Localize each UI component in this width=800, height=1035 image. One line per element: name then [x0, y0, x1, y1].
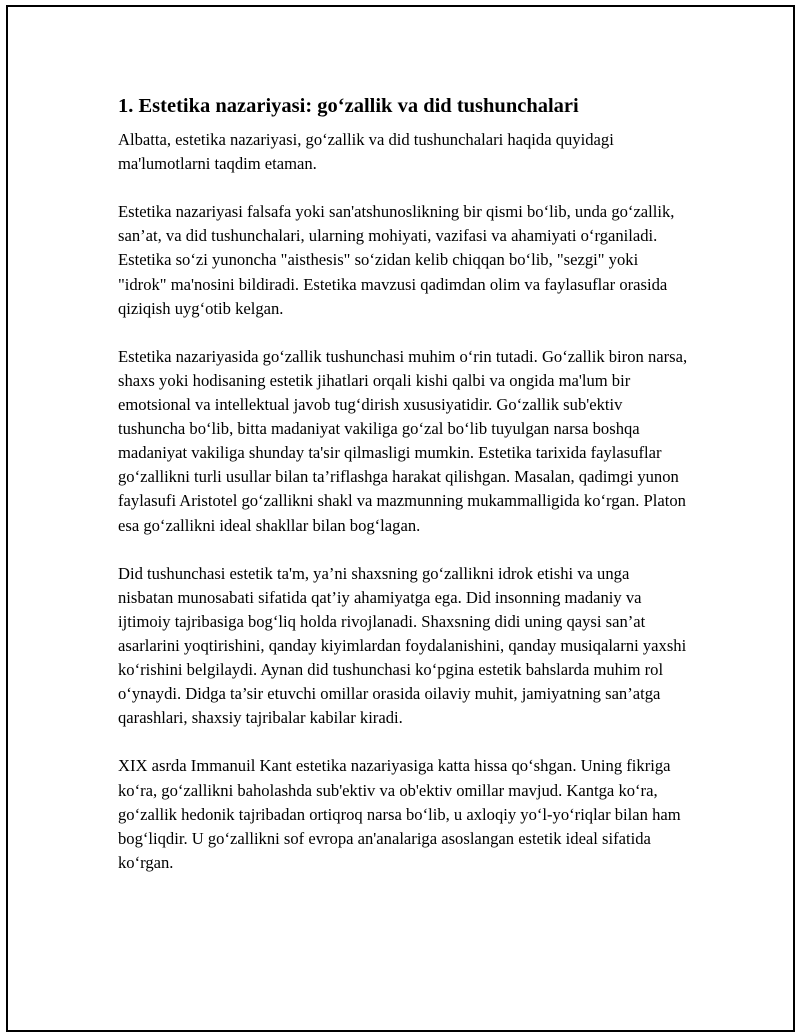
paragraph-beauty: Estetika nazariyasida go‘zallik tushunchasi muhim o‘rin tutadi. Go‘zallik biron narsa, shaxs yoki hodisaning estetik jihatlari orqali kishi qalbi va ongida ma'lum bir emotsional va intellektual javob tug‘dirish xususiyatidir. Go‘zallik sub'ektiv tushuncha bo‘lib, bitta madaniyat vakiliga go‘zal bo‘lib tuyulgan narsa boshqa madaniyat vakiliga shunday ta'sir qilmasligi mumkin. Estetika tarixida faylasuflar go‘zallikni turli usullar bilan ta’riflashga harakat qilishgan. Masalan, qadimgi yunon faylasufi Aristotel go‘zallikni shakl va mazmunning mukammalligida ko‘rgan. Platon esa go‘zallikni ideal shakllar bilan bog‘lagan. — [118, 346, 688, 535]
section-heading: 1. Estetika nazariyasi: go‘zallik va did tushunchalari — [118, 95, 579, 117]
paragraph-taste: Did tushunchasi estetik ta'm, ya’ni shaxsning go‘zallikni idrok etishi va unga nisbatan munosabati sifatida qat’iy ahamiyatga ega. Did insonning madaniy va ijtimoiy tajribasiga bog‘liq holda rivojlanadi. Shaxsning didi uning qaysi san’at asarlarini yoqtirishini, qanday kiyimlardan foydalanishini, qanday musiqalarni yaxshi ko‘rishini belgilaydi. Aynan did tushunchasi ko‘pgina estetik bahslarda muhim rol o‘ynaydi. Didga ta’sir etuvchi omillar orasida oilaviy muhit, jamiyatning san’atga qarashlari, shaxsiy tajribalar kabilar kiradi. — [118, 563, 687, 728]
document-body — [118, 94, 688, 899]
paragraph-intro: Albatta, estetika nazariyasi, go‘zallik va did tushunchalari haqida quyidagi ma'lumotlarni taqdim etaman. — [118, 130, 614, 174]
paragraph-aesthetics-definition: Estetika nazariyasi falsafa yoki san'atshunoslikning bir qismi bo‘lib, unda go‘zallik, san’at, va did tushunchalari, ularning mohiyati, vazifasi va ahamiyati o‘rganiladi. Estetika so‘zi yunoncha "aisthesis" so‘zidan kelib chiqqan bo‘lib, "sezgi" yoki "idrok" ma'nosini bildiradi. Estetika mavzusi qadimdan olim va faylasuflar orasida qiziqish uyg‘otib kelgan. — [118, 202, 675, 318]
paragraph-kant: XIX asrda Immanuil Kant estetika nazariyasiga katta hissa qo‘shgan. Uning fikriga ko‘ra, go‘zallikni baholashda sub'ektiv va ob'ektiv omillar mavjud. Kantga ko‘ra, go‘zallik hedonik tajribadan ortiqroq narsa bo‘lib, u axloqiy yo‘l-yo‘riqlar bilan ham bog‘liqdir. U go‘zallikni sof evropa an'analariga asoslangan estetik ideal sifatida ko‘rgan. — [118, 756, 681, 872]
